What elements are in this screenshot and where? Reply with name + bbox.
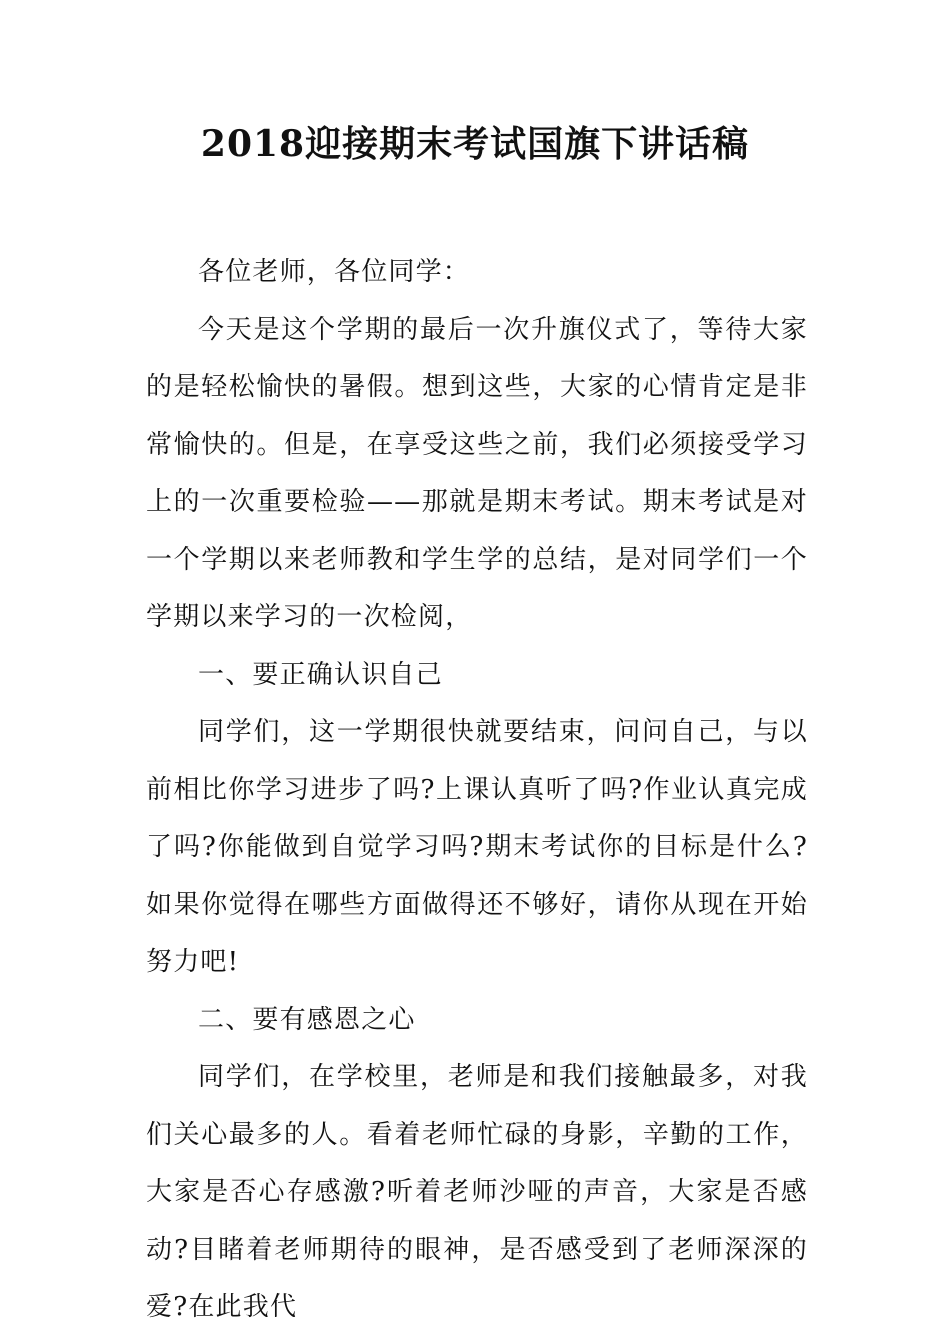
document-body: [146, 244, 808, 1337]
section-2-paragraph: 同学们，在学校里，老师是和我们接触最多，对我们关心最多的人。看着老师忙碌的身影，辛勤的工作，大家是否心存感激?听着老师沙哑的声音，大家是否感动?目睹着老师期待的眼神，是否感受到了老师深深的爱?在此我代: [146, 1062, 808, 1322]
section-heading-1: 一、要正确认识自己: [198, 659, 443, 690]
section-1-paragraph: 同学们，这一学期很快就要结束，问问自己，与以前相比你学习进步了吗?上课认真听了吗?作业认真完成了吗?你能做到自觉学习吗?期末考试你的目标是什么?如果你觉得在哪些方面做得还不够好，请你从现在开始努力吧!: [146, 717, 808, 977]
greeting-paragraph: 各位老师，各位同学：: [198, 257, 471, 287]
intro-paragraph: 今天是这个学期的最后一次升旗仪式了，等待大家的是轻松愉快的暑假。想到这些，大家的心情肯定是非常愉快的。但是，在享受这些之前，我们必须接受学习上的一次重要检验——那就是期末考试。期末考试是对一个学期以来老师教和学生学的总结，是对同学们一个学期以来学习的一次检阅，: [146, 314, 808, 632]
section-heading-2: 二、要有感恩之心: [198, 1004, 416, 1035]
document-title: 2018迎接期末考试国旗下讲话稿: [200, 123, 750, 165]
